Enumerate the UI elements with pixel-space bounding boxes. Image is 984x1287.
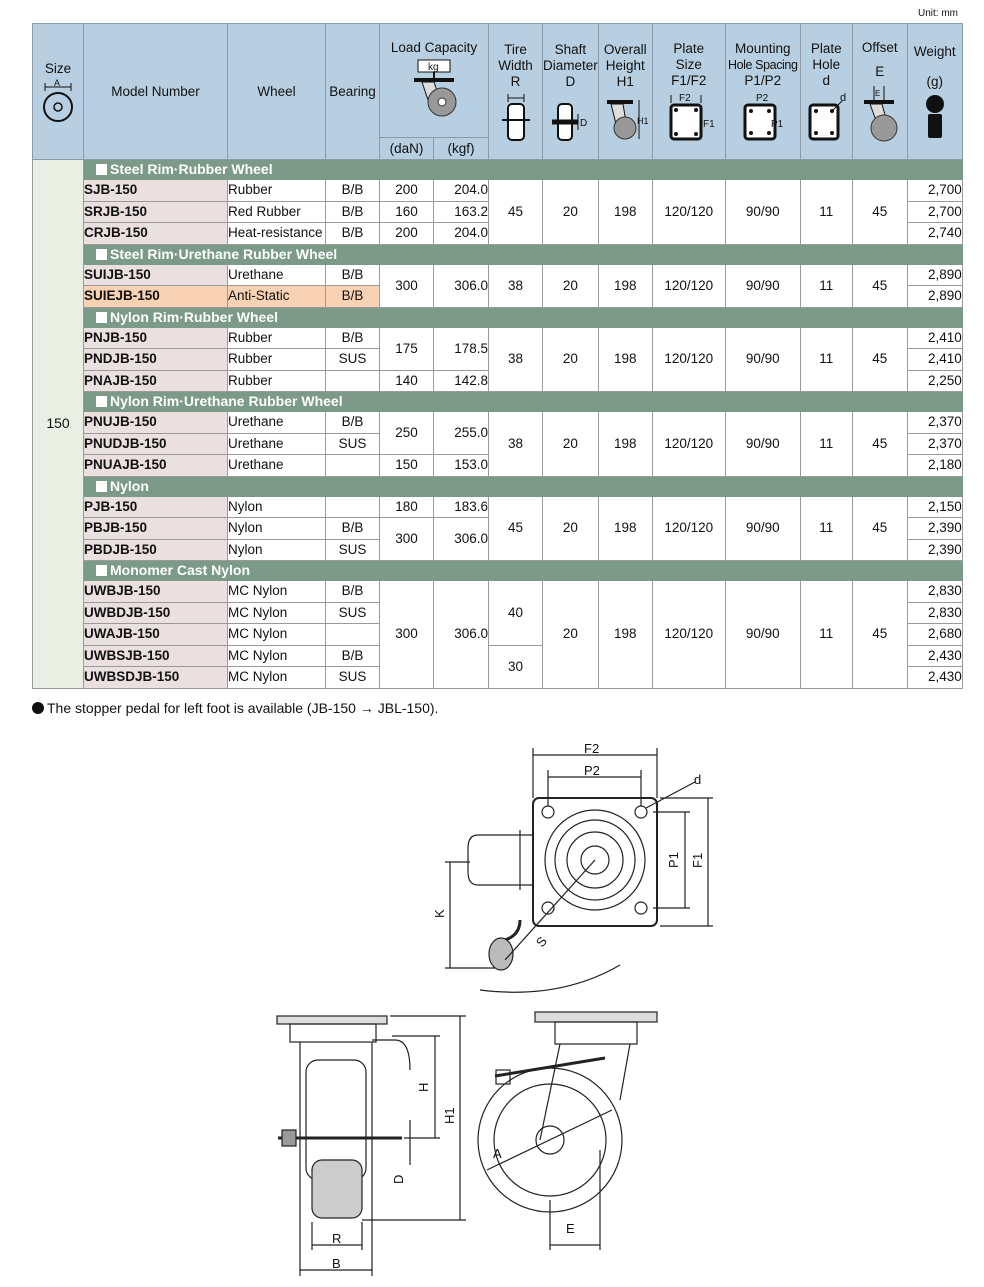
offset-cell: 45 — [852, 180, 907, 245]
model-cell: CRJB-150 — [84, 223, 228, 245]
plate-cell: 120/120 — [652, 327, 725, 392]
wheel-cell: Nylon — [228, 518, 326, 540]
weight-cell: 2,430 — [907, 645, 962, 667]
label-p2: P2 — [584, 763, 600, 778]
bearing-cell: B/B — [326, 180, 380, 202]
load-icon-label: kg — [428, 61, 439, 73]
header-tire: Tire Width R — [489, 24, 543, 160]
wheel-cell: MC Nylon — [228, 645, 326, 667]
overall-cell: 198 — [598, 327, 652, 392]
bearing-cell: B/B — [326, 201, 380, 223]
mounting-spacing-icon — [739, 91, 787, 143]
kgf-cell: 306.0 — [434, 264, 489, 307]
model-cell: PNJB-150 — [84, 327, 228, 349]
weight-cell: 2,680 — [907, 624, 962, 646]
wheel-cell: Rubber — [228, 327, 326, 349]
dan-cell: 140 — [380, 370, 434, 392]
weight-cell: 2,830 — [907, 581, 962, 603]
hole-cell: 11 — [800, 180, 852, 245]
bearing-cell: B/B — [326, 264, 380, 286]
shaft-cell: 20 — [543, 180, 599, 245]
group-header — [33, 160, 963, 180]
overall-cell: 198 — [598, 180, 652, 245]
bearing-cell — [326, 496, 380, 518]
label-k: K — [432, 909, 447, 918]
offset-cell: 45 — [852, 496, 907, 561]
offset-icon — [858, 82, 902, 144]
wheel-cell: MC Nylon — [228, 667, 326, 689]
model-cell: SUIJB-150 — [84, 264, 228, 286]
kgf-cell: 204.0 — [434, 223, 489, 245]
weight-icon — [920, 92, 950, 140]
technical-drawing — [0, 720, 984, 1287]
dan-cell: 150 — [380, 455, 434, 477]
tire-cell: 38 — [489, 412, 543, 477]
kgf-cell: 178.5 — [434, 327, 489, 370]
header-size: Size A — [33, 24, 84, 160]
tire-cell: 38 — [489, 264, 543, 307]
label-b: B — [332, 1256, 341, 1271]
label-f1: F1 — [690, 852, 705, 868]
table-row — [33, 412, 963, 434]
overall-icon-label: H1 — [637, 115, 649, 126]
wheel-cell: Anti-Static — [228, 286, 326, 308]
shaft-diameter-icon — [550, 92, 590, 142]
bearing-cell: SUS — [326, 349, 380, 371]
group-title: Nylon Rim·Urethane Rubber Wheel — [110, 393, 343, 409]
wheel-cell: Nylon — [228, 539, 326, 561]
overall-cell: 198 — [598, 581, 652, 689]
bearing-cell — [326, 370, 380, 392]
weight-cell: 2,430 — [907, 667, 962, 689]
wheel-cell: MC Nylon — [228, 602, 326, 624]
group-title: Steel Rim·Rubber Wheel — [110, 161, 273, 177]
tire-cell: 40 — [489, 581, 543, 646]
header-kgf: (kgf) — [434, 138, 489, 160]
offset-cell: 45 — [852, 264, 907, 307]
dan-cell: 180 — [380, 496, 434, 518]
header-bearing: Bearing — [326, 24, 380, 160]
bearing-cell: SUS — [326, 433, 380, 455]
wheel-cell: Urethane — [228, 433, 326, 455]
model-cell: UWBDJB-150 — [84, 602, 228, 624]
shaft-cell: 20 — [543, 327, 599, 392]
size-cell: 150 — [33, 160, 84, 689]
label-a: A — [493, 1146, 502, 1161]
table-row — [33, 180, 963, 202]
overall-cell: 198 — [598, 264, 652, 307]
hole-cell: 11 — [800, 327, 852, 392]
kgf-cell: 153.0 — [434, 455, 489, 477]
header-shaft: Shaft Diameter D D — [543, 24, 599, 160]
header-offset: Offset E E — [852, 24, 907, 160]
kgf-cell: 142.8 — [434, 370, 489, 392]
model-cell: PBDJB-150 — [84, 539, 228, 561]
footnote — [32, 700, 438, 716]
size-sym: A — [54, 77, 61, 88]
bearing-cell: B/B — [326, 327, 380, 349]
group-header — [33, 561, 963, 581]
weight-cell: 2,150 — [907, 496, 962, 518]
wheel-cell: Heat-resistance — [228, 223, 326, 245]
wheel-cell: MC Nylon — [228, 624, 326, 646]
label-p1: P1 — [666, 852, 681, 868]
model-cell: UWBJB-150 — [84, 581, 228, 603]
dan-cell: 200 — [380, 223, 434, 245]
kgf-cell: 183.6 — [434, 496, 489, 518]
wheel-cell: Urethane — [228, 412, 326, 434]
hole-cell: 11 — [800, 412, 852, 477]
shaft-cell: 20 — [543, 581, 599, 689]
plate-f2-label: F2 — [678, 92, 691, 104]
offset-cell: 45 — [852, 412, 907, 477]
weight-cell: 2,890 — [907, 286, 962, 308]
plate-cell: 120/120 — [652, 581, 725, 689]
bearing-cell: B/B — [326, 286, 380, 308]
footnote-text: The stopper pedal for left foot is available (JB-150 → JBL-150). — [47, 700, 439, 716]
mounting-cell: 90/90 — [725, 264, 800, 307]
table-row — [33, 496, 963, 518]
bearing-cell: B/B — [326, 581, 380, 603]
dan-cell: 250 — [380, 412, 434, 455]
shaft-cell: 20 — [543, 412, 599, 477]
model-cell: PJB-150 — [84, 496, 228, 518]
group-header — [33, 392, 963, 412]
plate-cell: 120/120 — [652, 264, 725, 307]
group-header — [33, 244, 963, 264]
weight-cell: 2,370 — [907, 412, 962, 434]
model-cell: SRJB-150 — [84, 201, 228, 223]
header-weight: Weight (g) — [907, 24, 962, 160]
offset-cell: 45 — [852, 581, 907, 689]
plate-f1-label: F1 — [702, 118, 715, 130]
hole-cell: 11 — [800, 496, 852, 561]
group-title: Nylon Rim·Rubber Wheel — [110, 308, 279, 325]
wheel-cell: Rubber — [228, 349, 326, 371]
group-title: Steel Rim·Urethane Rubber Wheel — [110, 245, 338, 262]
bearing-cell: B/B — [326, 518, 380, 540]
mount-p2-label: P2 — [755, 92, 768, 104]
table-row — [33, 264, 963, 286]
hole-cell: 11 — [800, 581, 852, 689]
dan-cell: 175 — [380, 327, 434, 370]
overall-height-icon — [603, 92, 647, 142]
dan-cell: 160 — [380, 201, 434, 223]
table-row — [33, 581, 963, 603]
plate-size-icon — [665, 91, 713, 143]
weight-cell: 2,700 — [907, 180, 962, 202]
label-r: R — [332, 1231, 342, 1246]
model-cell: PNUDJB-150 — [84, 433, 228, 455]
offset-cell: 45 — [852, 327, 907, 392]
header-mounting: Mounting Hole Spacing P1/P2 P2 P1 — [725, 24, 800, 160]
kgf-cell: 255.0 — [434, 412, 489, 455]
kgf-cell: 163.2 — [434, 201, 489, 223]
weight-cell: 2,890 — [907, 264, 962, 286]
weight-cell: 2,370 — [907, 433, 962, 455]
bullet-icon — [32, 702, 44, 714]
label-h: H — [416, 1082, 431, 1092]
wheel-size-icon — [40, 79, 76, 123]
mounting-cell: 90/90 — [725, 412, 800, 477]
tire-cell: 30 — [489, 645, 543, 688]
mount-p1-label: P1 — [770, 118, 783, 130]
model-cell: SJB-150 — [84, 180, 228, 202]
plate-cell: 120/120 — [652, 412, 725, 477]
overall-cell: 198 — [598, 412, 652, 477]
bearing-cell: B/B — [326, 412, 380, 434]
group-title: Nylon — [110, 477, 149, 494]
model-cell: UWAJB-150 — [84, 624, 228, 646]
weight-cell: 2,180 — [907, 455, 962, 477]
plate-cell: 120/120 — [652, 496, 725, 561]
group-title: Monomer Cast Nylon — [110, 562, 251, 578]
weight-cell: 2,700 — [907, 201, 962, 223]
wheel-cell: Rubber — [228, 370, 326, 392]
shaft-cell: 20 — [543, 264, 599, 307]
weight-cell: 2,390 — [907, 539, 962, 561]
overall-cell: 198 — [598, 496, 652, 561]
hole-cell: 11 — [800, 264, 852, 307]
model-cell: UWBSDJB-150 — [84, 667, 228, 689]
model-cell: PNUAJB-150 — [84, 455, 228, 477]
wheel-cell: MC Nylon — [228, 581, 326, 603]
weight-cell: 2,410 — [907, 327, 962, 349]
header-dan: (daN) — [380, 138, 434, 160]
header-plate: Plate Size F1/F2 F2 F1 — [652, 24, 725, 160]
mounting-cell: 90/90 — [725, 496, 800, 561]
weight-cell: 2,390 — [907, 518, 962, 540]
bearing-cell: SUS — [326, 667, 380, 689]
tire-cell: 38 — [489, 327, 543, 392]
dan-cell: 200 — [380, 180, 434, 202]
load-icon — [404, 58, 464, 122]
bearing-cell: B/B — [326, 223, 380, 245]
side-view — [277, 1016, 466, 1276]
kgf-cell: 306.0 — [434, 518, 489, 561]
dan-cell: 300 — [380, 581, 434, 689]
mounting-cell: 90/90 — [725, 327, 800, 392]
header-hole: Plate Hole d d — [800, 24, 852, 160]
wheel-cell: Rubber — [228, 180, 326, 202]
model-cell: SUIEJB-150 — [84, 286, 228, 308]
bearing-cell — [326, 624, 380, 646]
header-wheel: Wheel — [228, 24, 326, 160]
bearing-cell: B/B — [326, 645, 380, 667]
label-d: d — [694, 772, 702, 787]
offset-icon-label: E — [874, 88, 881, 98]
tire-width-icon — [501, 92, 531, 142]
weight-cell: 2,740 — [907, 223, 962, 245]
shaft-icon-label: D — [580, 117, 588, 129]
model-cell: UWBSJB-150 — [84, 645, 228, 667]
tire-cell: 45 — [489, 180, 543, 245]
tire-cell: 45 — [489, 496, 543, 561]
kgf-cell: 306.0 — [434, 581, 489, 689]
bearing-cell — [326, 455, 380, 477]
header-load: Load Capacity kg — [380, 24, 489, 138]
weight-cell: 2,410 — [907, 349, 962, 371]
label-s: S — [532, 933, 550, 950]
header-overall: Overall Height H1 H1 — [598, 24, 652, 160]
group-header — [33, 307, 963, 327]
label-f2: F2 — [584, 741, 600, 756]
model-cell: PNUJB-150 — [84, 412, 228, 434]
bearing-cell: SUS — [326, 602, 380, 624]
model-cell: PNAJB-150 — [84, 370, 228, 392]
dan-cell: 300 — [380, 518, 434, 561]
plate-hole-icon — [804, 91, 848, 143]
unit-label: Unit: mm — [918, 8, 958, 19]
front-view — [478, 1012, 657, 1250]
kgf-cell: 204.0 — [434, 180, 489, 202]
dan-cell: 300 — [380, 264, 434, 307]
model-cell: PNDJB-150 — [84, 349, 228, 371]
weight-cell: 2,830 — [907, 602, 962, 624]
label-e: E — [566, 1221, 575, 1236]
mounting-cell: 90/90 — [725, 180, 800, 245]
table-row — [33, 327, 963, 349]
shaft-cell: 20 — [543, 496, 599, 561]
label-d-shaft: D — [391, 1174, 406, 1184]
spec-table — [32, 23, 963, 689]
weight-cell: 2,250 — [907, 370, 962, 392]
header-model: Model Number — [84, 24, 228, 160]
model-cell: PBJB-150 — [84, 518, 228, 540]
wheel-cell: Nylon — [228, 496, 326, 518]
hole-d-label: d — [840, 91, 847, 104]
wheel-cell: Urethane — [228, 455, 326, 477]
wheel-cell: Red Rubber — [228, 201, 326, 223]
top-view — [445, 748, 713, 992]
bearing-cell: SUS — [326, 539, 380, 561]
wheel-cell: Urethane — [228, 264, 326, 286]
plate-cell: 120/120 — [652, 180, 725, 245]
group-header — [33, 476, 963, 496]
mounting-cell: 90/90 — [725, 581, 800, 689]
label-h1: H1 — [442, 1107, 457, 1124]
